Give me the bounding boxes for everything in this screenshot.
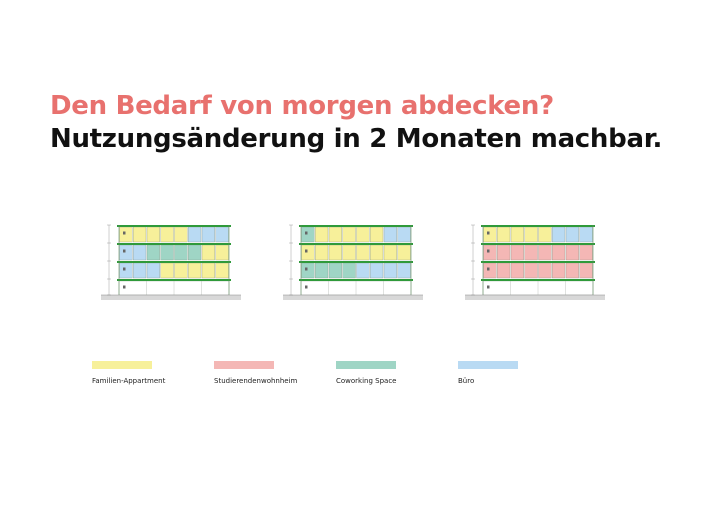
- unit-cell: [120, 245, 133, 260]
- unit-cell: [133, 263, 146, 278]
- room-marker: [305, 268, 308, 271]
- unit-cell: [552, 263, 565, 278]
- terrain: [283, 295, 423, 300]
- unit-cell: [216, 263, 229, 278]
- unit-cell: [511, 245, 524, 260]
- room-marker: [305, 250, 308, 253]
- unit-cell: [384, 245, 397, 260]
- unit-cell: [580, 227, 593, 242]
- room-marker: [123, 286, 126, 289]
- legend-label: Familien-Appartment: [92, 377, 166, 385]
- unit-cell: [133, 245, 146, 260]
- floor-slab: [117, 225, 231, 227]
- unit-cell: [370, 245, 383, 260]
- unit-cell: [329, 227, 342, 242]
- room-marker: [487, 232, 490, 235]
- unit-cell: [216, 227, 229, 242]
- legend-familien-appartment: [92, 361, 182, 385]
- unit-cell: [120, 263, 133, 278]
- unit-cell: [147, 263, 160, 278]
- unit-cell: [161, 245, 174, 260]
- unit-cell: [343, 245, 356, 260]
- unit-cell: [525, 245, 538, 260]
- terrain: [101, 295, 241, 300]
- legend-label: Studierendenwohnheim: [214, 377, 298, 385]
- terrain: [465, 295, 605, 300]
- unit-cell: [175, 227, 188, 242]
- unit-cell: [497, 227, 510, 242]
- unit-cell: [161, 263, 174, 278]
- unit-cell: [357, 263, 370, 278]
- legend-studierendenwohnheim: [214, 361, 304, 385]
- unit-cell: [566, 227, 579, 242]
- unit-cell: [315, 263, 328, 278]
- unit-cell: [552, 245, 565, 260]
- unit-cell: [188, 263, 201, 278]
- unit-cell: [497, 263, 510, 278]
- unit-cell: [384, 227, 397, 242]
- unit-cell: [484, 227, 497, 242]
- unit-cell: [202, 263, 215, 278]
- floor-slab: [299, 279, 413, 281]
- headline-question: Den Bedarf von morgen abdecken?: [50, 91, 554, 121]
- unit-cell: [202, 245, 215, 260]
- unit-cell: [566, 263, 579, 278]
- room-marker: [487, 268, 490, 271]
- legend-coworking-space: [336, 361, 426, 385]
- unit-cell: [484, 245, 497, 260]
- unit-cell: [580, 245, 593, 260]
- room-marker: [123, 232, 126, 235]
- unit-cell: [147, 245, 160, 260]
- unit-cell: [525, 227, 538, 242]
- unit-cell: [133, 227, 146, 242]
- unit-cell: [398, 245, 411, 260]
- room-marker: [305, 286, 308, 289]
- unit-cell: [329, 263, 342, 278]
- headline-statement: Nutzungsänderung in 2 Monaten machbar.: [50, 124, 663, 154]
- unit-cell: [357, 227, 370, 242]
- unit-cell: [566, 245, 579, 260]
- legend-label: Büro: [458, 377, 475, 385]
- unit-cell: [525, 263, 538, 278]
- unit-cell: [161, 227, 174, 242]
- unit-cell: [484, 263, 497, 278]
- unit-cell: [188, 245, 201, 260]
- unit-cell: [539, 245, 552, 260]
- unit-cell: [398, 263, 411, 278]
- legend-label: Coworking Space: [336, 377, 397, 385]
- legend-swatch: [214, 361, 274, 369]
- unit-cell: [315, 245, 328, 260]
- unit-cell: [147, 227, 160, 242]
- unit-cell: [497, 245, 510, 260]
- floor-slab: [481, 243, 595, 245]
- unit-cell: [511, 227, 524, 242]
- unit-cell: [343, 263, 356, 278]
- unit-cell: [343, 227, 356, 242]
- building-section-2: [283, 222, 423, 306]
- unit-cell: [302, 263, 315, 278]
- unit-cell: [539, 263, 552, 278]
- room-marker: [123, 268, 126, 271]
- unit-cell: [216, 245, 229, 260]
- legend-swatch: [458, 361, 518, 369]
- unit-cell: [315, 227, 328, 242]
- unit-cell: [370, 263, 383, 278]
- unit-cell: [511, 263, 524, 278]
- legend-swatch: [92, 361, 152, 369]
- room-marker: [123, 250, 126, 253]
- unit-cell: [370, 227, 383, 242]
- unit-cell: [398, 227, 411, 242]
- room-marker: [487, 250, 490, 253]
- unit-cell: [329, 245, 342, 260]
- floor-slab: [117, 261, 231, 263]
- unit-cell: [302, 245, 315, 260]
- unit-cell: [552, 227, 565, 242]
- unit-cell: [539, 227, 552, 242]
- unit-cell: [120, 227, 133, 242]
- floor-slab: [299, 243, 413, 245]
- unit-cell: [202, 227, 215, 242]
- building-section-1: [101, 222, 241, 306]
- floor-slab: [481, 279, 595, 281]
- legend-swatch: [336, 361, 396, 369]
- unit-cell: [175, 245, 188, 260]
- room-marker: [305, 232, 308, 235]
- floor-slab: [299, 261, 413, 263]
- floor-slab: [117, 279, 231, 281]
- unit-cell: [302, 227, 315, 242]
- unit-cell: [580, 263, 593, 278]
- floor-slab: [481, 225, 595, 227]
- room-marker: [487, 286, 490, 289]
- floor-slab: [481, 261, 595, 263]
- building-section-3: [465, 222, 605, 306]
- unit-cell: [384, 263, 397, 278]
- legend-buero: [458, 361, 548, 385]
- floor-slab: [299, 225, 413, 227]
- unit-cell: [357, 245, 370, 260]
- unit-cell: [175, 263, 188, 278]
- unit-cell: [188, 227, 201, 242]
- floor-slab: [117, 243, 231, 245]
